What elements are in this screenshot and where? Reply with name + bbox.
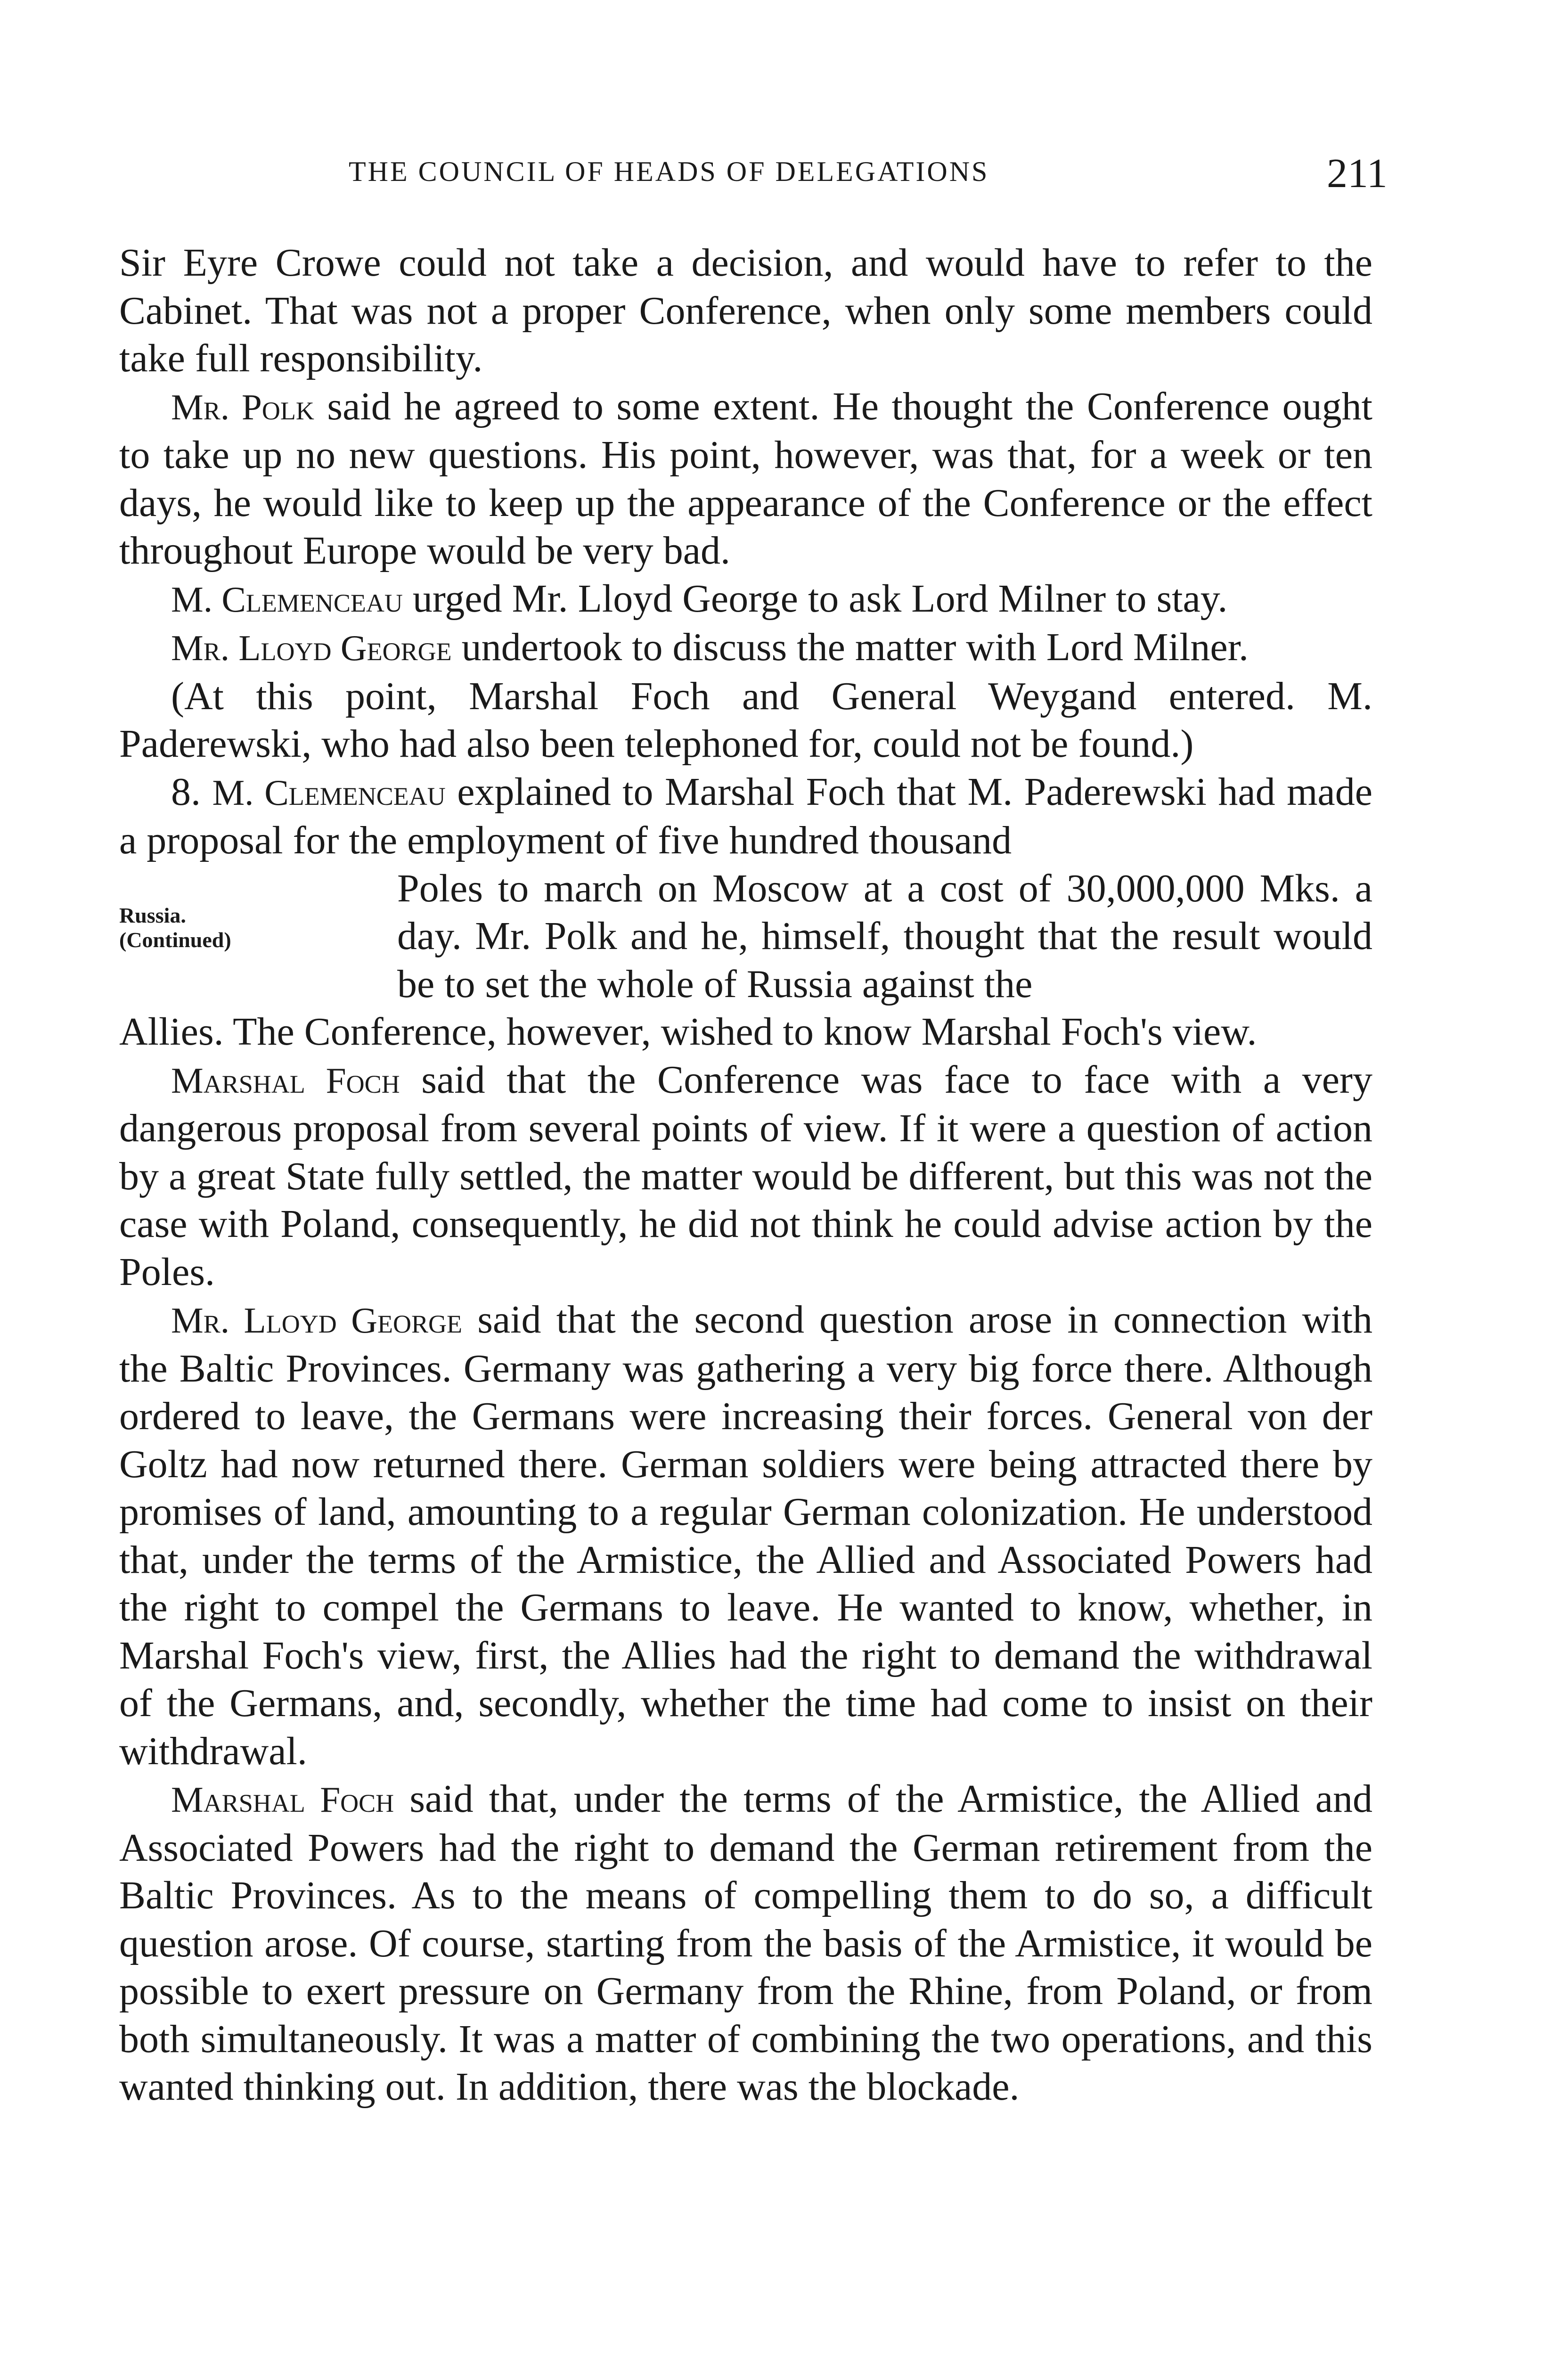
page-number: 211 — [1327, 151, 1388, 196]
speaker-name: M. Clemenceau — [212, 772, 446, 813]
paragraph-text: undertook to discuss the matter with Lord Milner. — [451, 625, 1249, 669]
paragraph-text: said that the Conference was face to face with a very dangerous proposal from several points of view. If it were a question of action by a great State fully settled, the matter would be different, but this was not the case with Poland, consequently, he did not think he could advise action by the Poles. — [119, 1057, 1372, 1294]
speaker-name: M. Clemenceau — [171, 579, 403, 620]
wrapped-text: Poles to march on Moscow at a cost of 30,000,000 Mks. a day. Mr. Polk and he, himself, thought that the result would be to set the whole of Russia against the — [397, 866, 1372, 1006]
body-text — [119, 239, 1372, 2111]
paragraph-foch-dangerous — [119, 1056, 1372, 1296]
speaker-name: Marshal Foch — [171, 1060, 400, 1101]
margin-note-title: Russia. — [119, 903, 186, 927]
speaker-name: Mr. Polk — [171, 386, 314, 427]
paragraph-tail: Allies. The Conference, however, wished to know Marshal Foch's view. — [119, 1010, 1257, 1054]
speaker-name: Mr. Lloyd George — [171, 628, 452, 668]
paragraph-foch-armistice — [119, 1775, 1372, 2111]
paragraph-lloyd-george-undertook — [119, 623, 1372, 672]
paragraph-clemenceau-urges — [119, 575, 1372, 624]
paragraph-text: Sir Eyre Crowe could not take a decision, and would have to refer to the Cabinet. That was not a proper Conference, when only some members could take full responsibility. — [119, 241, 1372, 380]
paragraph-text: said that the second question arose in connection with the Baltic Provinces. Germany was gathering a very big force there. Although ordered to leave, the Germans were increasing their forces. General von der Goltz had now returned there. German soldiers were being attracted there by promises of land, amounting to a regular German colonization. He understood that, under the terms of the Armistice, the Allied and Associated Powers had the right to compel the Germans to leave. He wanted to know, whether, in Marshal Foch's view, first, the Allies had the right to demand the withdrawal of the Germans, and, secondly, whether the time had come to insist on their withdrawal. — [119, 1298, 1372, 1773]
item-number: 8. — [171, 769, 212, 814]
paragraph-lloyd-george-baltic — [119, 1296, 1372, 1775]
paragraph-text: (At this point, Marshal Foch and General Weygand entered. M. Paderewski, who had also been telephoned for, could not be found.) — [119, 674, 1372, 766]
speaker-name: Marshal Foch — [171, 1779, 394, 1820]
margin-note-subtitle: (Continued) — [119, 927, 231, 952]
margin-note — [119, 865, 397, 952]
margin-wrap-zone — [119, 865, 1372, 1008]
paragraph-text: said that, under the terms of the Armistice, the Allied and Associated Powers had the right to demand the German retirement from the Baltic Provinces. As to the means of compelling them to do so, a difficult question arose. Of course, starting from the basis of the Armistice, it would be possible to exert pressure on Germany from the Rhine, from Poland, or from both simultaneously. It was a matter of combining the two operations, and this wanted thinking out. In addition, there was the blockade. — [119, 1777, 1373, 2109]
paragraph-foch-entered — [119, 672, 1372, 768]
running-title: THE COUNCIL OF HEADS OF DELEGATIONS — [349, 156, 989, 187]
paragraph-text: said he agreed to some extent. He thought the Conference ought to take up no new questions. His point, however, was that, for a week or ten days, he would like to keep up the appearance of the Conference or the effect throughout Europe would be very bad. — [119, 384, 1372, 573]
paragraph-text: explained to Marshal Foch that M. Paderewski had made a proposal for the employment of five hundred thousand — [119, 769, 1372, 862]
paragraph-polk — [119, 383, 1372, 575]
paragraph-text: urged Mr. Lloyd George to ask Lord Milner to stay. — [402, 576, 1228, 621]
paragraph-russia-proposal — [119, 768, 1372, 1056]
paragraph-lead — [119, 768, 1372, 865]
paragraph-crowe — [119, 239, 1372, 383]
speaker-name: Mr. Lloyd George — [171, 1300, 463, 1341]
